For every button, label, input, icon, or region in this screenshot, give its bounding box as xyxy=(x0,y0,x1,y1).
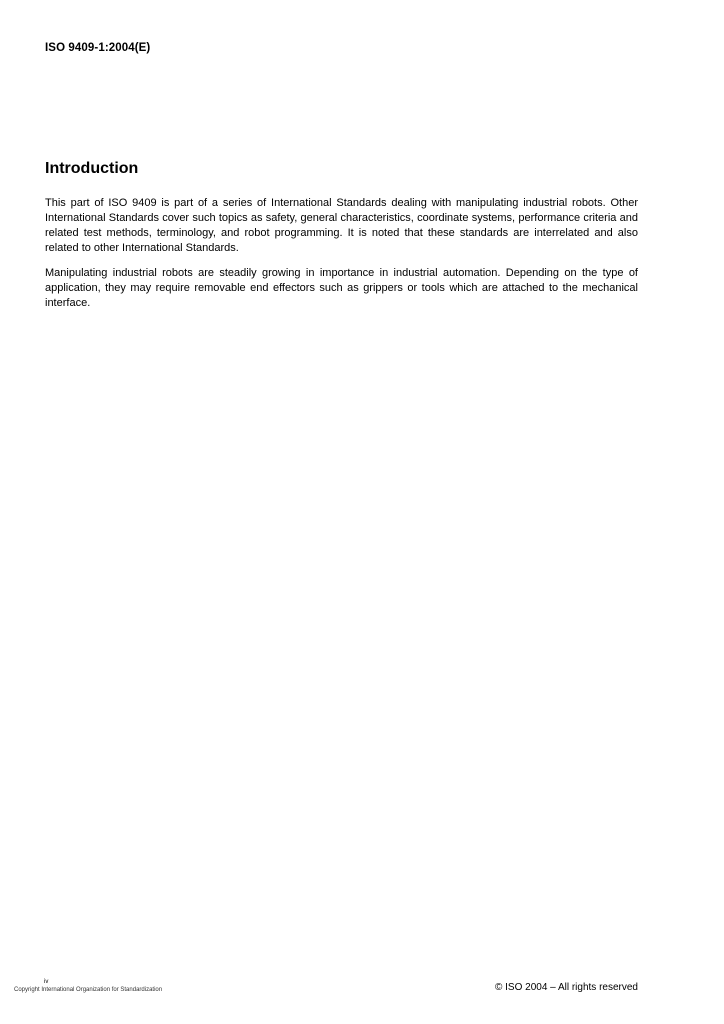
intro-paragraph-2: Manipulating industrial robots are steadily growing in importance in industrial automation. Depending on the type of application, they may require removable end effectors such as grippers or tools which are attached to the mechanical interface. xyxy=(45,267,638,309)
copyright-notice: © ISO 2004 – All rights reserved xyxy=(495,982,638,993)
copyright-watermark: Copyright International Organization for Standardization xyxy=(14,987,163,993)
section-title: Introduction xyxy=(45,160,139,177)
intro-paragraph-1: This part of ISO 9409 is part of a series of International Standards dealing with manipulating industrial robots. Other International Standards cover such topics as safety, general characteristics, coordinate systems, performance criteria and related test methods, terminology, and robot programming. It is noted that these standards are interrelated and also related to other International Standards. xyxy=(45,197,638,254)
page-number: iv xyxy=(44,979,49,985)
document-id-header: ISO 9409-1:2004(E) xyxy=(45,42,151,54)
